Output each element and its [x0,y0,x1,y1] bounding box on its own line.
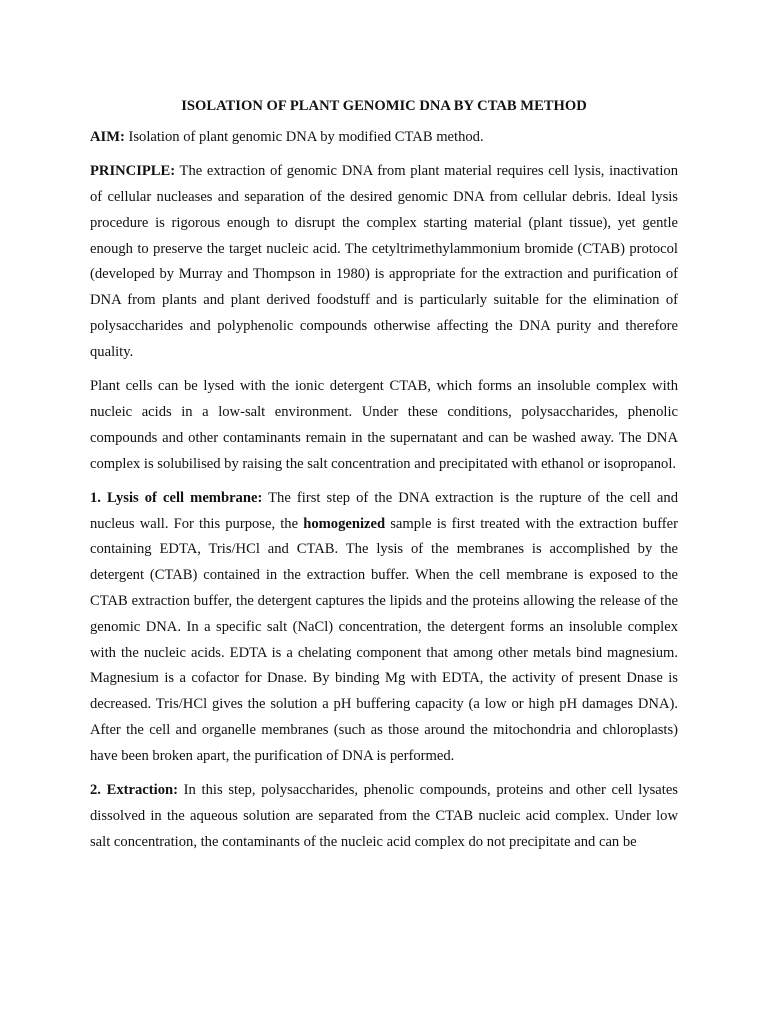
page-title: ISOLATION OF PLANT GENOMIC DNA BY CTAB METHOD [181,98,587,114]
step1-paragraph [90,486,678,770]
step1-bold-word: homogenized [303,515,386,532]
step2-label: 2. Extraction: [90,782,178,799]
step2-text: In this step, polysaccharides, phenolic compounds, proteins and other cell lysates dissolved in the aqueous solution are separated from the CTAB nucleic acid complex. Under low salt concentration, the contaminants of the nucleic acid complex do not precipitate and can be [90,782,678,850]
document-page [90,93,678,864]
step2-paragraph [90,778,678,855]
aim-text: Isolation of plant genomic DNA by modified CTAB method. [124,129,484,145]
lysis-intro-paragraph: Plant cells can be lysed with the ionic detergent CTAB, which forms an insoluble complex with nucleic acids in a low-salt environment. Under these conditions, polysaccharides, phenolic compounds and other contaminants remain in the supernatant and can be washed away. The DNA complex is solubilised by raising the salt concentration and precipitated with ethanol or isopropanol. [90,378,678,472]
principle-text: The extraction of genomic DNA from plant material requires cell lysis, inactivation of cellular nucleases and separation of the desired genomic DNA from cellular debris. Ideal lysis procedure is rigorous enough to disrupt the complex starting material (plant tissue), yet gentle enough to preserve the target nucleic acid. The cetyltrimethylammonium bromide (CTAB) protocol (developed by Murray and Thompson in 1980) is appropriate for the extraction and purification of DNA from plants and plant derived foodstuff and is particularly suitable for the elimination of polysaccharides and polyphenolic compounds otherwise affecting the DNA purity and therefore quality. [90,163,678,360]
aim-paragraph [90,125,678,151]
aim-label: AIM: [90,129,125,145]
principle-label: PRINCIPLE: [90,163,176,180]
step1-text-a: The first step of the DNA extraction is the rupture of the cell and nucleus wall. For this purpose, the [90,489,678,532]
step1-text-b: sample is first treated with the extraction buffer containing EDTA, Tris/HCl and CTAB. The lysis of the membranes is accomplished by the detergent (CTAB) contained in the extraction buffer. When the cell membrane is exposed to the CTAB extraction buffer, the detergent captures the lipids and the proteins allowing the release of the genomic DNA. In a specific salt (NaCl) concentration, the detergent forms an insoluble complex with the nucleic acids. EDTA is a chelating component that among other metals bind magnesium. Magnesium is a cofactor for Dnase. By binding Mg with EDTA, the activity of present Dnase is decreased. Tris/HCl gives the solution a pH buffering capacity (a low or high pH damages DNA). After the cell and organelle membranes (such as those around the mitochondria and chloroplasts) have been broken apart, the purification of DNA is performed. [90,515,678,764]
principle-paragraph [90,159,678,365]
step1-label: 1. Lysis of cell membrane: [90,489,263,506]
